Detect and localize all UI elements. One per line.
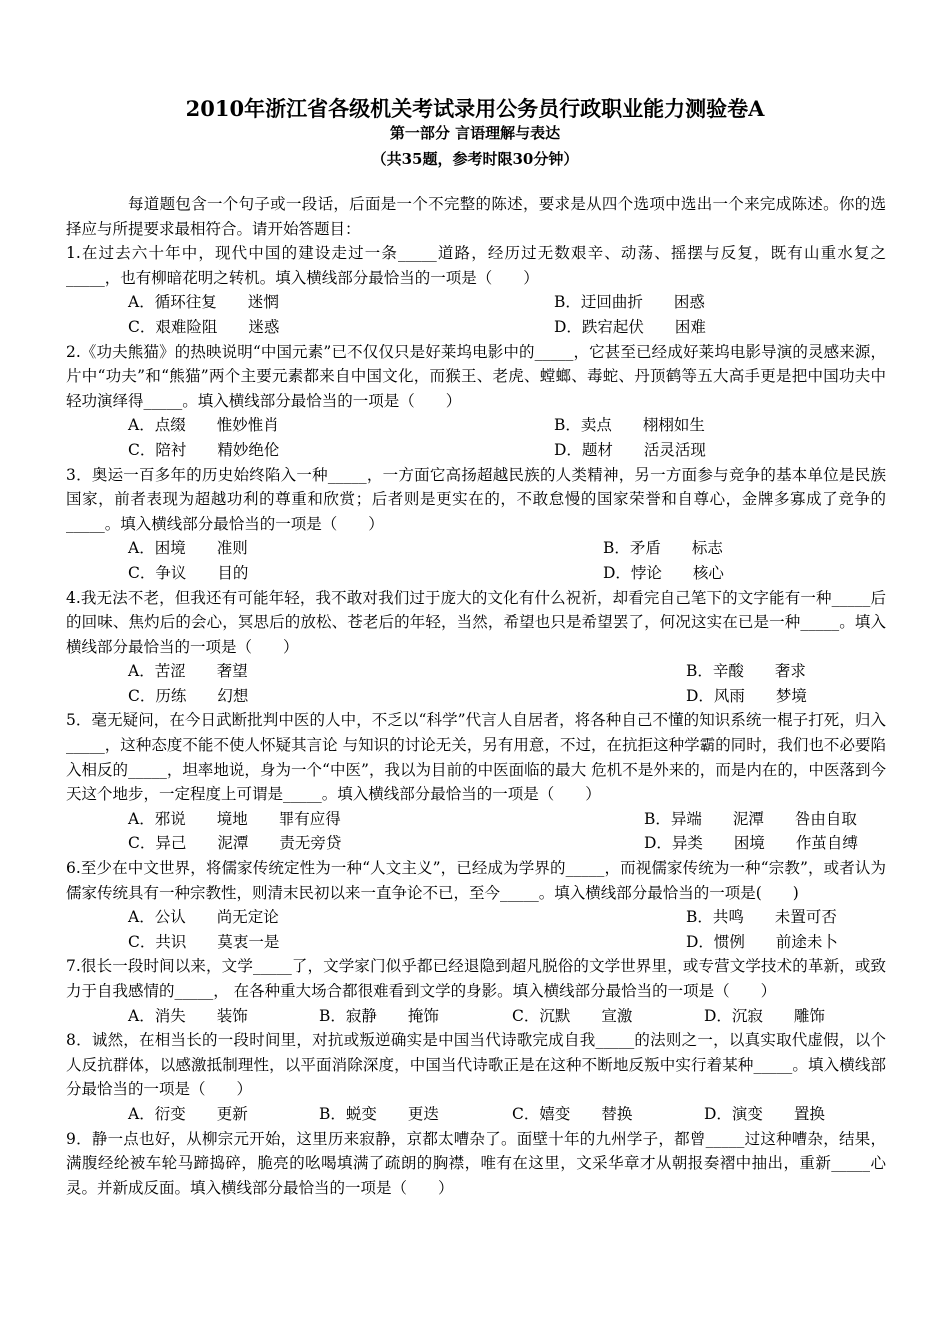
question-stem: 6.至少在中文世界，将儒家传统定性为一种“人文主义”，已经成为学界的_____，而视儒家传统为一种“宗教”，或者认为儒家传统具有一种宗教性，则清末民初以来一直争论不已，至今_____。填入横线部分最恰当的一项是( ) xyxy=(66,859,886,902)
question-stem: 3．奥运一百多年的历史始终陷入一种_____，一方面它高扬超越民族的人类精神，另一方面参与竞争的基本单位是民族国家，前者表现为超越功利的尊重和欣赏；后者则是更实在的，不敢怠慢的国家荣誉和自尊心，金牌多寡成了竞争的_____。填入横线部分最恰当的一项是（ ） xyxy=(66,465,886,533)
document-title: 2010年浙江省各级机关考试录用公务员行政职业能力测验卷A xyxy=(185,96,765,121)
option-c: C．共识 莫衷一是 xyxy=(128,932,280,951)
option-b: B．卖点 栩栩如生 xyxy=(554,416,705,435)
option-c: C．沉默 宣激 xyxy=(512,1006,633,1025)
option-d: D．异类 困境 作茧自缚 xyxy=(644,834,858,853)
question-stem: 7.很长一段时间以来，文学_____了，文学家门似乎都已经退隐到超凡脱俗的文学世界里，或专营文学技术的革新，或致力于自我感情的_____， 在各种重大场合都很难看到文学的身影。填入横线部分最恰当的一项是（ ） xyxy=(66,957,886,1000)
option-row xyxy=(66,561,886,586)
option-c: C．艰难险阻 迷惑 xyxy=(128,317,280,336)
option-row xyxy=(66,930,886,955)
option-d: D．题材 活灵活现 xyxy=(554,440,706,459)
question-stem: 4.我无法不老，但我还有可能年轻，我不敢对我们过于庞大的文化有什么祝祈，却看完自己笔下的文字能有一种_____后的回味、焦灼后的会心，冥思后的放松、苍老后的年轻，当然，希望也只是希望罢了，何况这实在已是一种_____。填入横线部分最恰当的一项是（ ） xyxy=(66,588,886,656)
option-row xyxy=(66,905,886,930)
option-row xyxy=(66,290,886,315)
option-b: B．异端 泥潭 咎由自取 xyxy=(644,809,857,828)
option-b: B．寂静 掩饰 xyxy=(319,1006,439,1025)
option-c: C．陪衬 精妙绝伦 xyxy=(128,440,280,459)
question-body xyxy=(66,192,886,1200)
option-c: C．异己 泥潭 责无旁贷 xyxy=(128,834,342,853)
option-d: D．沉寂 雕饰 xyxy=(704,1006,825,1025)
option-row xyxy=(66,315,886,340)
option-c: C．嬉变 替换 xyxy=(512,1104,633,1123)
option-a: A．消失 装饰 xyxy=(128,1006,248,1025)
option-d: D．演变 置换 xyxy=(704,1104,825,1123)
option-a: A．邪说 境地 罪有应得 xyxy=(128,809,341,828)
option-row xyxy=(66,413,886,438)
option-row xyxy=(66,659,886,684)
option-d: D．跌宕起伏 困难 xyxy=(554,317,706,336)
option-row xyxy=(66,831,886,856)
instructions: 每道题包含一个句子或一段话，后面是一个不完整的陈述，要求是从四个选项中选出一个来完成陈述。你的选择应与所提要求最相符合。请开始答题目： xyxy=(66,195,886,238)
option-b: B．共鸣 未置可否 xyxy=(686,908,837,927)
option-a: A．困境 准则 xyxy=(128,539,248,558)
option-row xyxy=(66,1102,886,1127)
option-row xyxy=(66,438,886,463)
question-stem: 8．诚然，在相当长的一段时间里，对抗或叛逆确实是中国当代诗歌完成自我_____的法则之一，以真实取代虚假，以个人反抗群体，以感激抵制理性，以平面消除深度，中国当代诗歌正是在这种不断地反叛中实行着某种_____。填入横线部分最恰当的一项是（ ） xyxy=(66,1031,886,1099)
part-note: （共35题，参考时限30分钟） xyxy=(371,150,579,168)
part-heading: 第一部分 言语理解与表达 xyxy=(389,124,561,142)
question-stem: 2.《功夫熊猫》的热映说明“中国元素”已不仅仅只是好莱坞电影中的_____，它甚至已经成好莱坞电影导演的灵感来源，片中“功夫”和“熊猫”两个主要元素都来自中国文化，而猴王、老虎、螳螂、毒蛇、丹顶鹤等五大高手更是把中国功夫中轻功演绎得_____。填入横线部分最恰当的一项是（ ） xyxy=(66,342,886,410)
option-d: D．悖论 核心 xyxy=(603,563,724,582)
option-row xyxy=(66,684,886,709)
option-a: A．衍变 更新 xyxy=(128,1104,248,1123)
option-a: A．苦涩 奢望 xyxy=(128,662,248,681)
option-a: A．点缀 惟妙惟肖 xyxy=(128,416,279,435)
option-row xyxy=(66,1004,886,1029)
question-stem: 9．静一点也好，从柳宗元开始，这里历来寂静，京都太嘈杂了。面壁十年的九州学子，都曾_____过这种嘈杂，结果，满腹经纶被车轮马蹄捣碎，脆亮的吆喝填满了疏朗的胸襟，唯有在这里，文采华章才从朝报奏褶中抽出，重新_____心灵。并新成反面。填入横线部分最恰当的一项是（ ） xyxy=(66,1129,886,1197)
option-row xyxy=(66,807,886,832)
option-d: D．惯例 前途未卜 xyxy=(686,932,838,951)
question-stem: 1.在过去六十年中，现代中国的建设走过一条_____道路，经历过无数艰辛、动荡、摇摆与反复，既有山重水复之_____，也有柳暗花明之转机。填入横线部分最恰当的一项是（ ） xyxy=(66,244,886,287)
option-c: C．历练 幻想 xyxy=(128,686,249,705)
option-b: B．蜕变 更迭 xyxy=(319,1104,439,1123)
question-stem: 5．毫无疑问，在今日武断批判中医的人中，不乏以“科学”代言人自居者，将各种自己不懂的知识系统一棍子打死，归入_____，这种态度不能不使人怀疑其言论 与知识的讨论无关，另有用意，不过，在抗拒这种学霸的同时，我们也不必要陷入相反的_____，坦率地说，身为一个“中医”，我以为目前的中医面临的最大 危机不是外来的，而是内在的，中医落到今天这个地步，一定程度上可谓是_____。填入横线部分最恰当的一项是（ ） xyxy=(66,711,886,804)
option-b: B．矛盾 标志 xyxy=(603,539,723,558)
option-c: C．争议 目的 xyxy=(128,563,249,582)
option-a: A．公认 尚无定论 xyxy=(128,908,279,927)
option-b: B．辛酸 奢求 xyxy=(686,662,806,681)
option-a: A．循环往复 迷惘 xyxy=(128,293,279,312)
option-b: B．迂回曲折 困惑 xyxy=(554,293,705,312)
option-d: D．风雨 梦境 xyxy=(686,686,807,705)
option-row xyxy=(66,536,886,561)
